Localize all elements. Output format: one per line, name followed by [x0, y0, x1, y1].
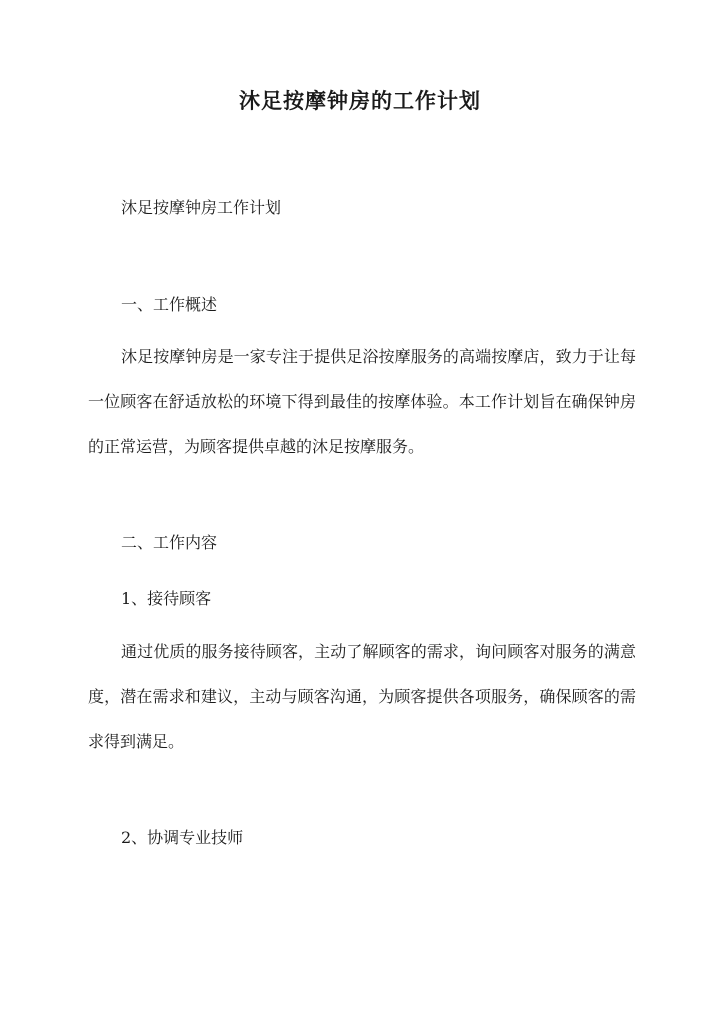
item-heading-technicians: 2、协调专业技师 — [121, 828, 244, 847]
item-heading-reception: 1、接待顾客 — [121, 589, 212, 608]
section-heading-overview: 一、工作概述 — [121, 295, 218, 314]
section-heading-content: 二、工作内容 — [121, 533, 218, 552]
item-paragraph-reception: 通过优质的服务接待顾客，主动了解顾客的需求，询问顾客对服务的满意度，潜在需求和建议，主动与顾客沟通，为顾客提供各项服务，确保顾客的需求得到满足。 — [88, 642, 636, 751]
document-title: 沐足按摩钟房的工作计划 — [239, 88, 481, 113]
document-subtitle: 沐足按摩钟房工作计划 — [121, 198, 282, 217]
section-paragraph-overview: 沐足按摩钟房是一家专注于提供足浴按摩服务的高端按摩店，致力于让每一位顾客在舒适放松的环境下得到最佳的按摩体验。本工作计划旨在确保钟房的正常运营，为顾客提供卓越的沐足按摩服务。 — [88, 347, 636, 456]
